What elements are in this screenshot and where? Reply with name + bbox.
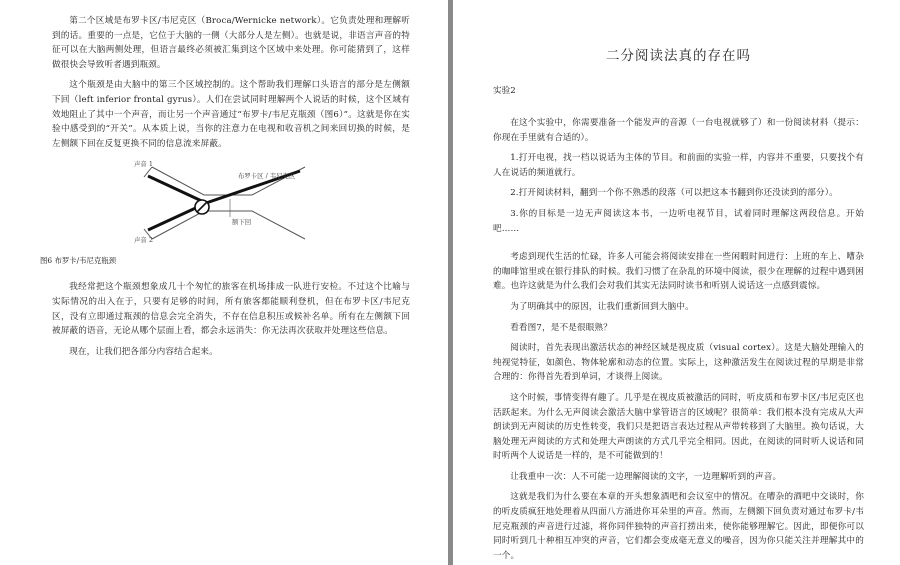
section-label: 实验2 xyxy=(493,86,516,96)
figure-caption: 图6 布罗卡/韦尼克瓶颈 xyxy=(40,256,117,266)
paragraph: 为了明确其中的原因，让我们重新回到大脑中。 xyxy=(510,301,694,312)
paragraph: 在这个实验中，你需要准备一个能发声的音源（一台电视就够了）和一份阅读材料（提示：你现在手里就有合适的）。 xyxy=(493,118,864,143)
label-sound-2: 声音 2 xyxy=(134,236,153,245)
paragraph: 考虑到现代生活的忙碌，许多人可能会将阅读安排在一些闲暇时间进行：上班的车上、嘈杂的咖啡馆里或在银行排队的时候。我们习惯了在杂乱的环境中阅读，很少在理解的过程中遇到困难。也许这就是为什么我们会对我们其实无法同时读书和听别人说话这一点感到震惊。 xyxy=(493,252,864,292)
paragraph: 让我重申一次：人不可能一边理解阅读的文字，一边理解听到的声音。 xyxy=(510,471,782,482)
paragraph: 这个瓶颈是由大脑中的第三个区域控制的。这个帮助我们理解口头语言的部分是左侧额下回（left inferior frontal gyrus）。人们在尝试同时理解两个人说话的时候，这个区域有效地阻止了其中一个声音，而让另一个声音通过“布罗卡/韦尼克瓶颈（图6）”。这就是你在实验中感受到的“开关”。从本质上说，当你的注意力在电视和收音机之间来回切换的时候，是左侧额下回在反复更换不同的信息流来屏蔽。 xyxy=(52,80,410,149)
paragraph: 看看图7，是不是很眼熟？ xyxy=(510,322,612,333)
bottleneck-figure xyxy=(130,157,350,249)
chapter-title: 二分阅读法真的存在吗 xyxy=(606,48,751,64)
paragraph: 这就是我们为什么要在本章的开头想象酒吧和会议室中的情况。在嘈杂的酒吧中交谈时，你的听皮质疯狂地处理着从四面八方涌进你耳朵里的声音。然而，左侧额下回负责对通过布罗卡/韦尼克瓶颈的声音进行过滤，将你同伴独特的声音打捞出来，使你能够理解它。因此，即便你可以同时听到几十种相互冲突的声音，它们都会变成毫无意义的噪音，因为你只能关注并理解其中的一个。 xyxy=(493,492,864,561)
paragraph: 第二个区域是布罗卡区/韦尼克区（Broca/Wernicke network）。它负责处理和理解听到的话。重要的一点是，它位于大脑的一侧（大部分人是左侧）。也就是说，非语言声音的特征可以在大脑两侧处理，但语言最终必须被汇集到这个区域中来处理。你可能猜到了，这样做很快会导致听者遇到瓶颈。 xyxy=(52,16,410,70)
paragraph: 这个时候，事情变得有趣了。几乎是在视皮质被激活的同时，听皮质和布罗卡区/韦尼克区也活跃起来。为什么无声阅读会激活大脑中掌管语言的区域呢？很简单：我们根本没有完成从大声朗读到无声阅读的历史性转变，我们只是把语言表达过程从声带转移到了大脑里。换句话说，大脑处理无声阅读的方式和处理大声朗读的方式几乎完全相同。因此，在阅读的同时听人说话和同时听两个人说话是一样的，是不可能做到的！ xyxy=(493,392,864,462)
paragraph: 阅读时，首先表现出激活状态的神经区域是视皮质（visual cortex）。这是大脑处理输入的纯视觉特征，如颜色、物体轮廓和动态的位置。实际上，这种激活发生在阅读过程的早期是非常合理的：你得首先看到单词，才谈得上阅读。 xyxy=(493,343,864,383)
right-page xyxy=(453,0,900,565)
label-sound-1: 声音 1 xyxy=(134,160,153,169)
list-item: 2.打开阅读材料，翻到一个你不熟悉的段落（可以把这本书翻到你还没读到的部分）。 xyxy=(510,188,838,199)
label-broca-wernicke: 布罗卡区 / 韦尼克区 xyxy=(238,172,296,181)
paragraph: 现在，让我们把各部分内容结合起来。 xyxy=(69,346,218,357)
left-page xyxy=(0,0,448,565)
list-item: 1.打开电视，找一档以说话为主体的节目。和前面的实验一样，内容并不重要，只要找个有人在说话的频道就行。 xyxy=(493,153,864,178)
paragraph: 我经常把这个瓶颈想象成几十个匆忙的旅客在机场排成一队进行安检。不过这个比喻与实际情况的出入在于，只要有足够的时间，所有旅客都能顺利登机，但在布罗卡区/韦尼克区，没有立即通过瓶颈的信息会完全消失，不存在信息积压或候补名单。所有在左侧额下回被屏蔽的语音，无论从哪个层面上看，都会永远消失：你无法再次获取并处理这些信息。 xyxy=(52,282,410,337)
label-inferior-frontal-gyrus: 额下回 xyxy=(232,218,252,227)
list-item: 3.你的目标是一边无声阅读这本书，一边听电视节目，试着同时理解这两段信息。开始吧…… xyxy=(493,208,864,234)
